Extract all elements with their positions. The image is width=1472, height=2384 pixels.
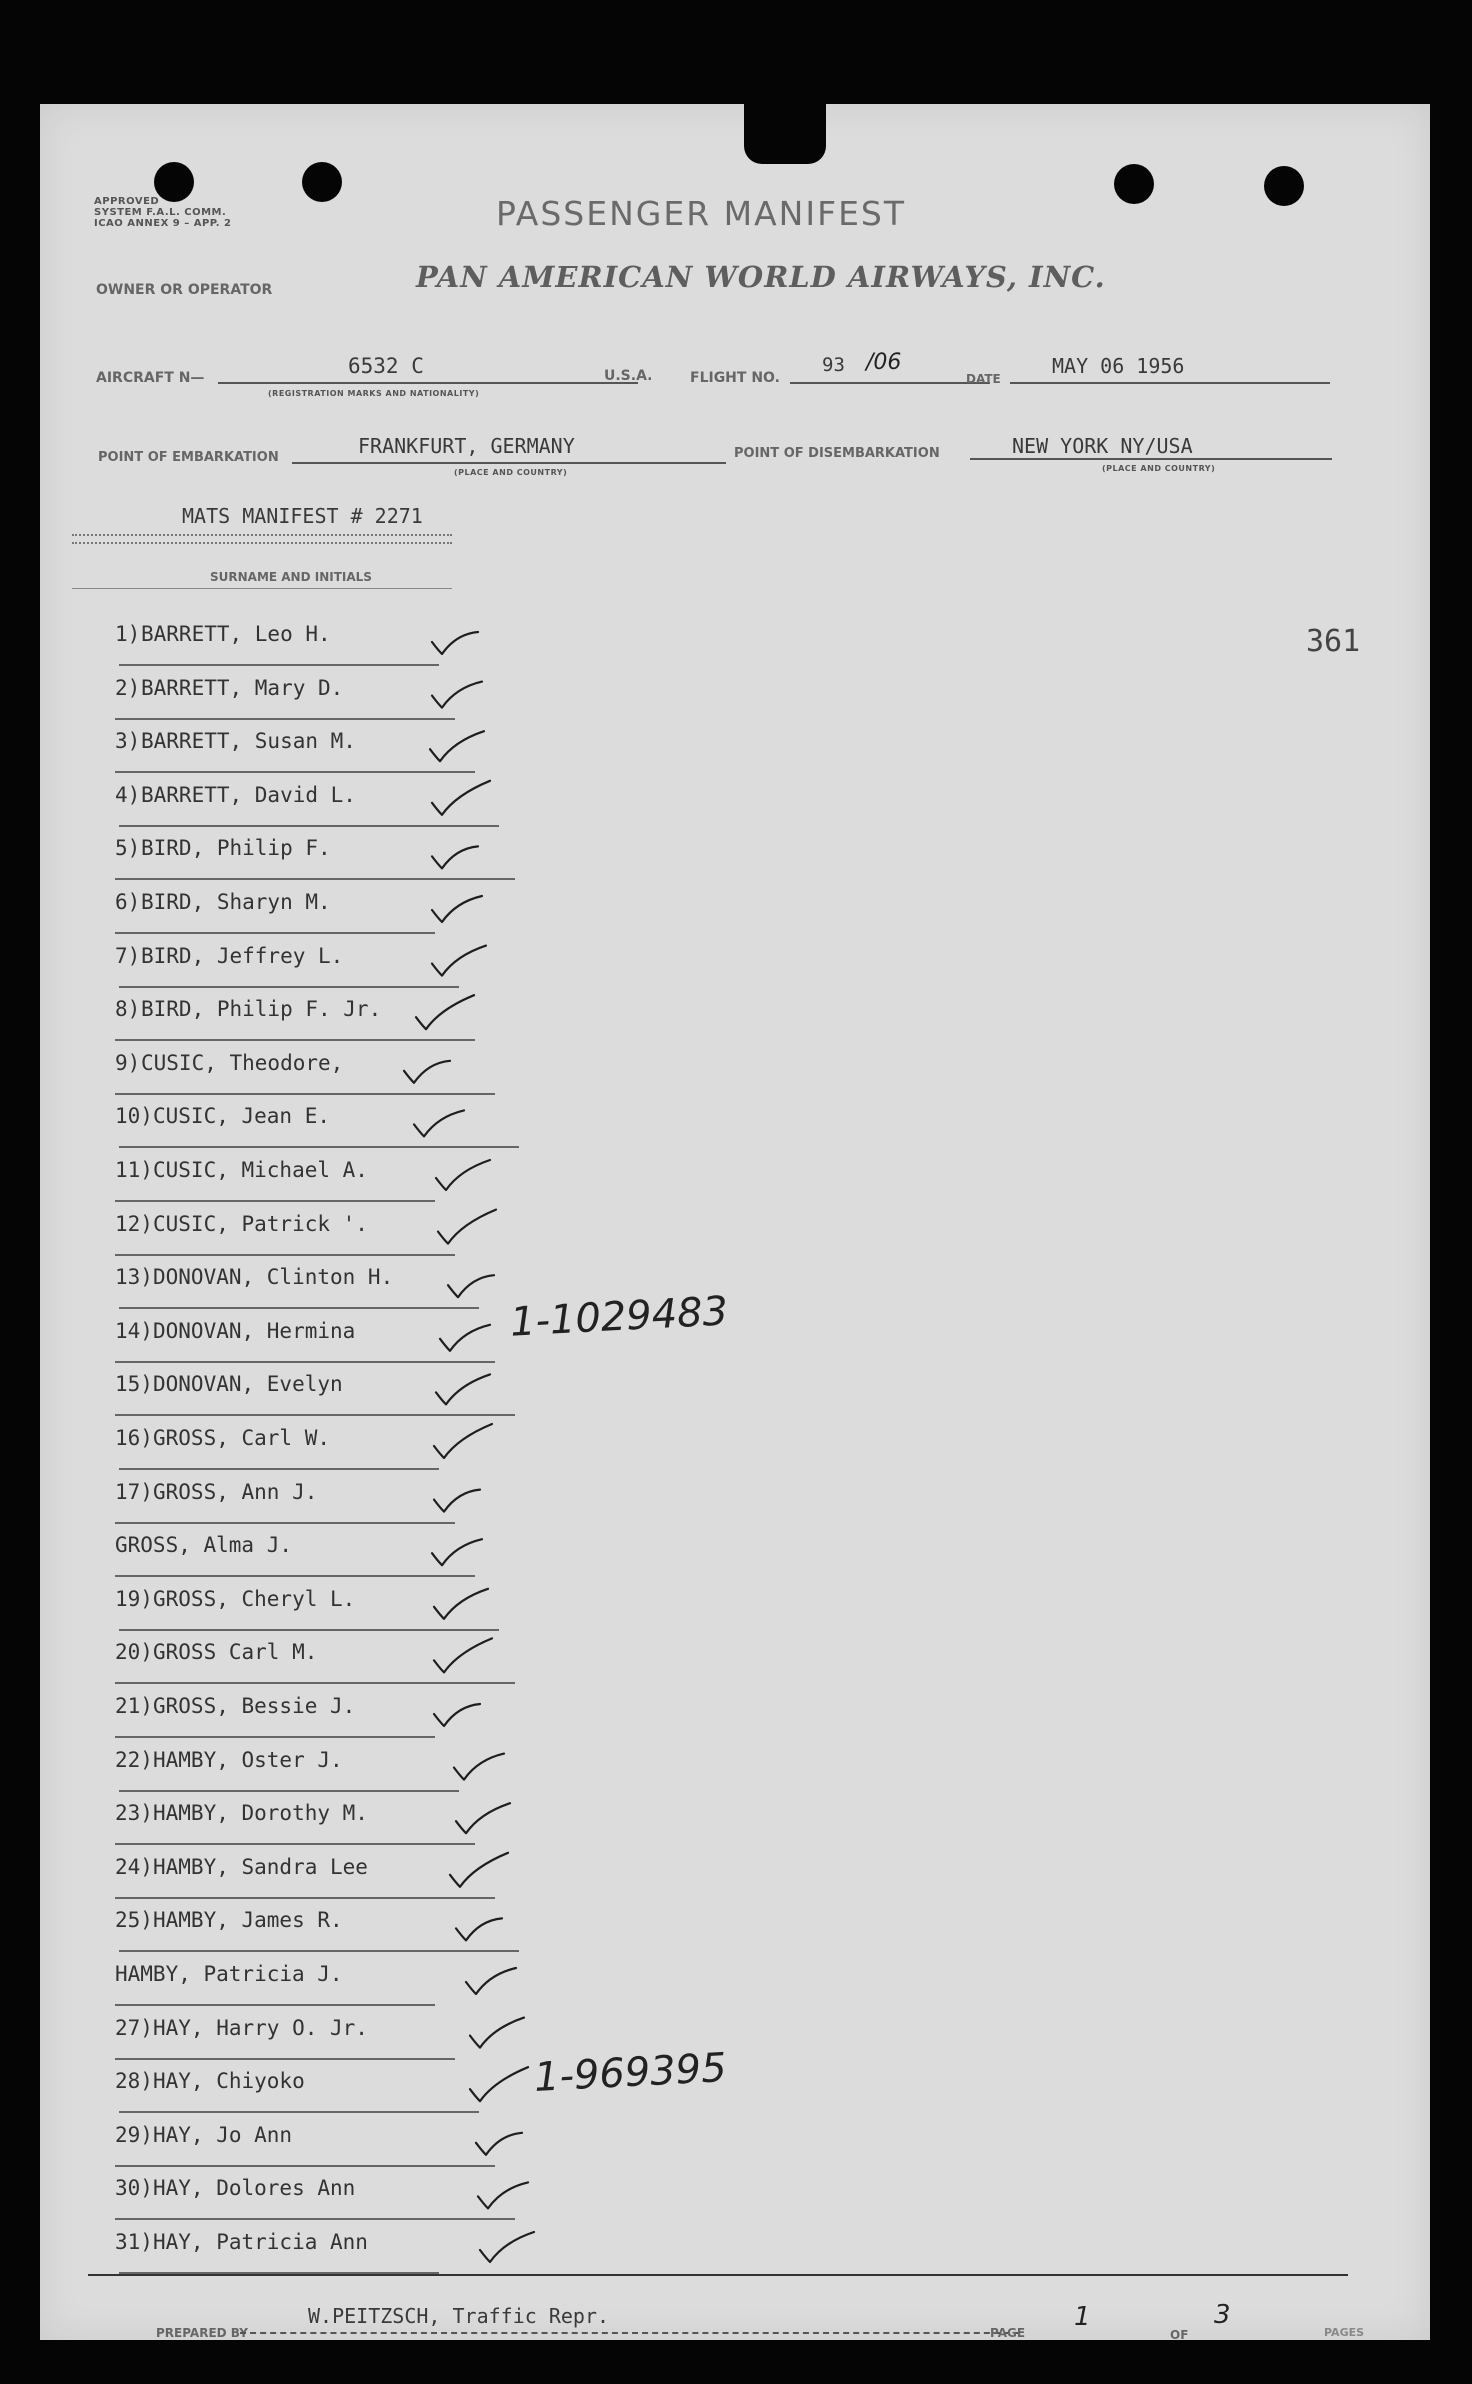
embarkation-label: POINT OF EMBARKATION <box>98 450 279 465</box>
handwritten-number: 1-1029483 <box>508 1288 730 1346</box>
checkmark-icon <box>432 781 490 815</box>
passenger-number: 13) <box>115 1265 153 1289</box>
passenger-number: 21) <box>115 1694 153 1718</box>
flight-label: FLIGHT NO. <box>690 370 780 386</box>
passenger-number: 12) <box>115 1212 153 1236</box>
passenger-name: BARRETT, Mary D. <box>141 676 344 700</box>
approval-line: APPROVED <box>94 196 160 207</box>
checkmark-icon <box>438 1210 496 1244</box>
usa-label: U.S.A. <box>604 368 653 384</box>
passenger-number: 10) <box>115 1104 153 1128</box>
checkmark-icon <box>414 1110 464 1136</box>
disembarkation-label: POINT OF DISEMBARKATION <box>734 446 940 461</box>
checkmark-icon <box>434 1704 480 1726</box>
passenger-name: GROSS, Ann J. <box>153 1480 318 1504</box>
passenger-name: HAY, Dolores Ann <box>153 2176 356 2200</box>
checkmark-icon <box>470 2067 528 2101</box>
passenger-number: 28) <box>115 2069 153 2093</box>
passenger-name: HAY, Patricia Ann <box>153 2230 368 2254</box>
passenger-name: GROSS Carl M. <box>153 1640 318 1664</box>
passenger-name: CUSIC, Michael A. <box>153 1158 368 1182</box>
prepared-by-label: PREPARED BY <box>156 2326 248 2340</box>
passenger-number: 24) <box>115 1855 153 1879</box>
checkmark-icon <box>434 1490 480 1512</box>
passenger-number: 7) <box>115 944 141 968</box>
checkmark-icon <box>480 2232 534 2262</box>
checkmark-icon <box>432 1539 482 1565</box>
passenger-name: GROSS, Bessie J. <box>153 1694 356 1718</box>
passenger-name: BARRETT, Leo H. <box>141 622 331 646</box>
of-label: OF <box>1170 2328 1189 2342</box>
passenger-number: 20) <box>115 1640 153 1664</box>
passenger-number: 1) <box>115 622 141 646</box>
checkmark-icon <box>434 1424 492 1458</box>
checkmark-icon <box>432 946 486 976</box>
checkmark-icon <box>466 1968 516 1994</box>
page-number: 1 <box>1074 2302 1091 2332</box>
passenger-name: DONOVAN, Clinton H. <box>153 1265 394 1289</box>
disembarkation-value: NEW YORK NY/USA <box>1012 434 1193 458</box>
passenger-name: HAY, Chiyoko <box>153 2069 305 2093</box>
stamp-number: 361 <box>1306 624 1361 659</box>
passenger-number: 31) <box>115 2230 153 2254</box>
passenger-name: HAY, Jo Ann <box>153 2123 293 2147</box>
checkmark-icon <box>478 2182 528 2208</box>
date-value: MAY 06 1956 <box>1052 354 1185 378</box>
checkmark-icon <box>432 846 478 868</box>
checkmark-icon <box>432 682 482 708</box>
passenger-number: 25) <box>115 1908 153 1932</box>
pages-label: PAGES <box>1324 2326 1365 2339</box>
passenger-number: 14) <box>115 1319 153 1343</box>
passenger-number: 8) <box>115 997 141 1021</box>
passenger-name: HAMBY, Dorothy M. <box>153 1801 368 1825</box>
mats-manifest: MATS MANIFEST # 2271 <box>182 504 423 528</box>
passenger-name: BIRD, Sharyn M. <box>141 890 331 914</box>
checkmark-icon <box>404 1061 450 1083</box>
passenger-name: DONOVAN, Evelyn <box>153 1372 343 1396</box>
handwritten-number: 1-969395 <box>532 2044 728 2102</box>
checkmark-icon <box>454 1754 504 1780</box>
column-header: SURNAME AND INITIALS <box>210 570 372 584</box>
checkmark-icon <box>436 1374 490 1404</box>
operator-name: PAN AMERICAN WORLD AIRWAYS, INC. <box>416 260 1106 294</box>
date-label: DATE <box>966 372 1001 386</box>
embarkation-value: FRANKFURT, GERMANY <box>358 434 575 458</box>
passenger-name: HAY, Harry O. Jr. <box>153 2016 368 2040</box>
passenger-number: 5) <box>115 836 141 860</box>
passenger-name: HAMBY, Patricia J. <box>115 1962 343 1986</box>
checkmark-icon <box>432 632 478 654</box>
passenger-name: GROSS, Carl W. <box>153 1426 331 1450</box>
passenger-number: 30) <box>115 2176 153 2200</box>
page-title: PASSENGER MANIFEST <box>496 194 907 233</box>
prepared-by-value: W.PEITZSCH, Traffic Repr. <box>308 2304 610 2328</box>
checkmark-icon <box>470 2018 524 2048</box>
manifest-sheet <box>40 104 1430 2340</box>
passenger-number: 6) <box>115 890 141 914</box>
passenger-number: 2) <box>115 676 141 700</box>
passenger-number: 16) <box>115 1426 153 1450</box>
approval-line: ICAO ANNEX 9 – APP. 2 <box>94 218 232 229</box>
passenger-number: 4) <box>115 783 141 807</box>
prepared-by-underline <box>240 2332 1020 2334</box>
passenger-name: DONOVAN, Hermina <box>153 1319 356 1343</box>
passenger-name: BIRD, Philip F. <box>141 836 331 860</box>
checkmark-icon <box>434 1638 492 1672</box>
flight-value: 93 <box>822 354 845 376</box>
passenger-name: HAMBY, Oster J. <box>153 1748 343 1772</box>
passenger-name: BARRETT, David L. <box>141 783 356 807</box>
checkmark-icon <box>456 1918 502 1940</box>
passenger-number: 3) <box>115 729 141 753</box>
checkmark-icon <box>430 731 484 761</box>
passenger-number: 22) <box>115 1748 153 1772</box>
embarkation-caption: (PLACE AND COUNTRY) <box>454 468 568 477</box>
checkmark-icon <box>456 1803 510 1833</box>
aircraft-label: AIRCRAFT N— <box>96 370 205 386</box>
checkmark-layer <box>40 104 1430 2340</box>
passenger-name: HAMBY, James R. <box>153 1908 343 1932</box>
owner-label: OWNER OR OPERATOR <box>96 282 273 298</box>
passenger-number: 23) <box>115 1801 153 1825</box>
checkmark-icon <box>440 1325 490 1351</box>
checkmark-icon <box>416 995 474 1029</box>
approval-line: SYSTEM F.A.L. COMM. <box>94 207 227 218</box>
aircraft-value: 6532 C <box>348 354 424 378</box>
passenger-name: GROSS, Alma J. <box>115 1533 293 1557</box>
passenger-number: 19) <box>115 1587 153 1611</box>
passenger-number: 11) <box>115 1158 153 1182</box>
passenger-name: HAMBY, Sandra Lee <box>153 1855 368 1879</box>
flight-handwritten: /06 <box>866 350 902 375</box>
passenger-number: 15) <box>115 1372 153 1396</box>
page-total: 3 <box>1214 2300 1231 2330</box>
passenger-name: CUSIC, Jean E. <box>153 1104 331 1128</box>
passenger-name: BIRD, Philip F. Jr. <box>141 997 382 1021</box>
checkmark-icon <box>448 1275 494 1297</box>
page-label: PAGE <box>990 2326 1026 2340</box>
checkmark-icon <box>434 1589 488 1619</box>
passenger-name: BARRETT, Susan M. <box>141 729 356 753</box>
registration-caption: (REGISTRATION MARKS AND NATIONALITY) <box>268 389 480 398</box>
checkmark-icon <box>432 896 482 922</box>
passenger-number: 27) <box>115 2016 153 2040</box>
passenger-number: 9) <box>115 1051 141 1075</box>
passenger-number: 17) <box>115 1480 153 1504</box>
checkmark-icon <box>450 1853 508 1887</box>
passenger-name: GROSS, Cheryl L. <box>153 1587 356 1611</box>
checkmark-icon <box>476 2133 522 2155</box>
disembarkation-caption: (PLACE AND COUNTRY) <box>1102 464 1216 473</box>
passenger-name: CUSIC, Theodore, <box>141 1051 344 1075</box>
checkmark-icon <box>436 1160 490 1190</box>
passenger-name: BIRD, Jeffrey L. <box>141 944 344 968</box>
passenger-name: CUSIC, Patrick '. <box>153 1212 368 1236</box>
passenger-number: 29) <box>115 2123 153 2147</box>
footer-rule <box>88 2274 1348 2276</box>
